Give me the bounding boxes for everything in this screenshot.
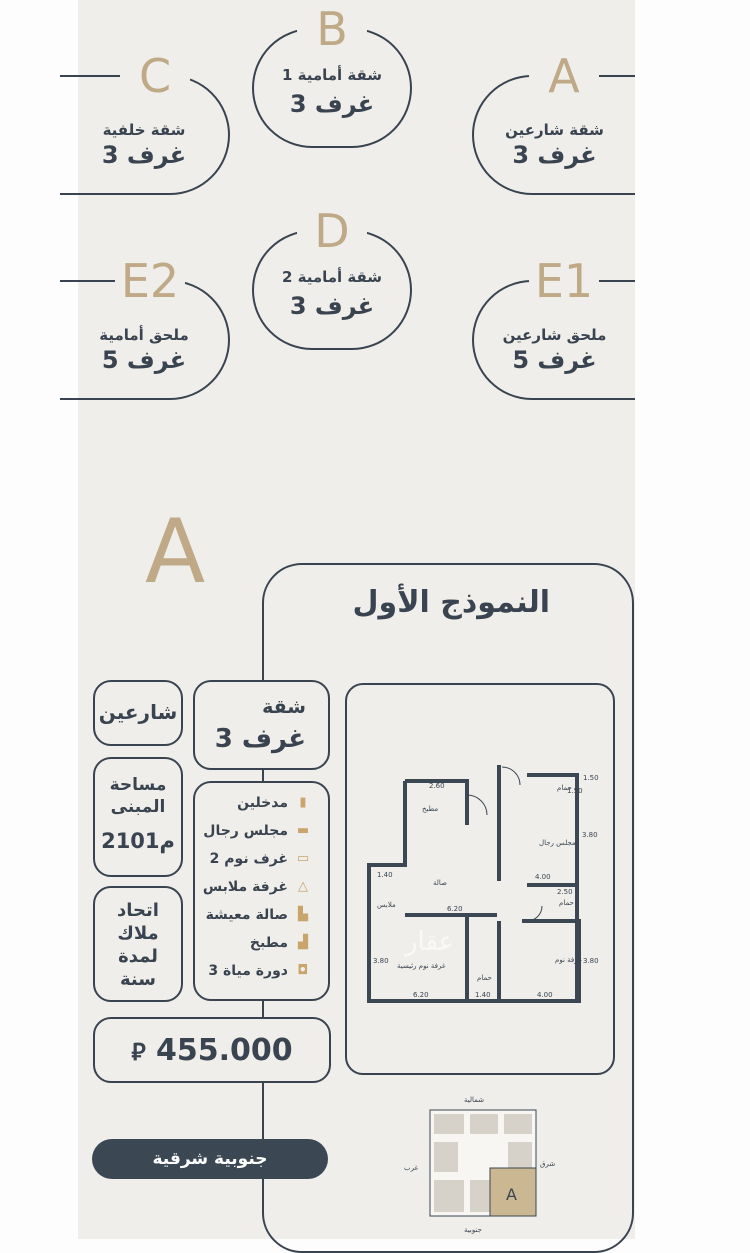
room-label: ملابس <box>377 901 396 909</box>
kitchen-icon: ▟ <box>298 935 308 950</box>
price-value: 455.000 <box>156 1033 293 1068</box>
direction-button[interactable]: جنوبية شرقية <box>92 1139 328 1179</box>
room-label: حمام <box>557 784 572 792</box>
floor-plan-drawing <box>347 685 613 1073</box>
area-label-2: المبنى <box>110 797 166 817</box>
feature-text: مطبخ <box>249 935 288 951</box>
card-rooms: 3 غرف <box>289 292 375 320</box>
riyal-icon: ⃁ <box>131 1038 146 1066</box>
street-type: شارعين <box>98 700 178 724</box>
card-letter: A <box>529 41 599 111</box>
model-letter: A <box>145 500 206 603</box>
dim-label: 2.50 <box>557 888 573 896</box>
feature-text: مجلس رجال <box>203 823 288 839</box>
card-rooms: 5 غرف <box>101 346 187 374</box>
street-type-box <box>93 680 183 746</box>
feature-entrances <box>237 795 312 811</box>
card-subtitle: ملحق أمامية <box>99 326 189 344</box>
room-label: مطبخ <box>422 805 439 813</box>
feature-text: غرفة ملابس <box>202 879 288 895</box>
dim-label: 1.50 <box>583 774 599 782</box>
card-c[interactable] <box>60 49 230 195</box>
site-west: غرب <box>404 1164 419 1172</box>
dim-label: 4.00 <box>537 991 553 999</box>
hanger-icon: △ <box>298 879 308 894</box>
card-subtitle: شقة شارعين <box>505 121 604 139</box>
area-label-1: مساحة <box>109 775 167 795</box>
model-title: النموذج الأول <box>352 585 550 620</box>
site-north: شمالية <box>464 1096 485 1104</box>
card-rooms: 3 غرف <box>512 141 597 169</box>
unit-rooms: 3 غرف <box>214 724 306 754</box>
card-letter: C <box>120 41 190 111</box>
door-icon: ▮ <box>299 795 307 810</box>
sofa-icon: ▬ <box>296 823 310 838</box>
dim-label: 6.20 <box>413 991 429 999</box>
room-label: حمام <box>559 899 574 907</box>
feature-majlis <box>203 823 312 839</box>
card-letter: E2 <box>115 246 185 316</box>
room-label: غرفة نوم <box>555 956 582 964</box>
feature-text: 3 دورة مياة <box>208 963 288 979</box>
ownership-box <box>93 886 183 1002</box>
dim-label: 3.80 <box>373 957 389 965</box>
card-subtitle: ملحق شارعين <box>502 326 607 344</box>
room-label: غرفة نوم رئيسية <box>397 962 446 970</box>
card-letter: E1 <box>529 246 599 316</box>
unit-type: شقة <box>262 696 306 718</box>
armchair-icon: ▙ <box>298 907 308 922</box>
area-value: 2م101 <box>101 829 175 853</box>
unit-type-box <box>193 680 330 770</box>
union-line: لمدة <box>118 946 158 967</box>
feature-bathrooms <box>208 963 312 979</box>
dim-label: 4.00 <box>535 873 551 881</box>
room-label: صالة <box>433 879 447 887</box>
site-east: شرق <box>540 1160 556 1168</box>
card-letter: D <box>297 196 367 266</box>
dim-label: 1.50 <box>567 787 583 795</box>
card-rooms: 3 غرف <box>289 90 375 118</box>
feature-text: مدخلين <box>237 795 288 811</box>
card-d[interactable] <box>252 204 412 350</box>
site-plan-drawing <box>400 1088 575 1239</box>
site-plan <box>400 1088 575 1239</box>
card-rooms: 3 غرف <box>101 141 187 169</box>
card-e2[interactable] <box>60 254 230 400</box>
room-label: مجلس رجال <box>539 839 576 847</box>
card-e1[interactable] <box>472 254 635 400</box>
feature-dressing <box>203 879 312 895</box>
site-south: جنوبية <box>464 1226 482 1234</box>
card-subtitle: شقة أمامية 1 <box>281 66 383 84</box>
dim-label: 1.40 <box>377 871 393 879</box>
room-label: حمام <box>477 974 492 982</box>
watermark: عقار <box>405 927 455 957</box>
feature-bedrooms <box>210 851 312 867</box>
price <box>95 1033 329 1068</box>
dim-label: 1.40 <box>475 991 491 999</box>
features-box <box>193 781 330 1001</box>
dim-label: 2.60 <box>429 782 445 790</box>
card-subtitle: شقة أمامية 2 <box>281 268 383 286</box>
dim-label: 3.80 <box>582 831 598 839</box>
feature-living <box>206 907 312 923</box>
dim-label: 3.80 <box>583 957 599 965</box>
union-line: اتحاد <box>117 900 159 921</box>
feature-text: 2 غرف نوم <box>209 851 288 867</box>
price-box <box>93 1017 331 1083</box>
feature-kitchen <box>250 935 312 951</box>
site-highlight: A <box>506 1185 517 1204</box>
floor-plan <box>345 683 615 1075</box>
dim-label: 6.20 <box>447 905 463 913</box>
card-b[interactable] <box>252 2 412 148</box>
card-rooms: 5 غرف <box>512 346 597 374</box>
card-letter: B <box>297 0 367 64</box>
union-line: ملاك <box>117 923 159 944</box>
area-box <box>93 757 183 877</box>
card-a[interactable] <box>472 49 635 195</box>
union-line: سنة <box>120 969 156 990</box>
bed-icon: ▭ <box>296 851 310 866</box>
feature-text: صالة معيشة <box>205 907 288 923</box>
toilet-icon: ◘ <box>297 963 309 978</box>
card-subtitle: شقة خلفية <box>102 121 186 139</box>
